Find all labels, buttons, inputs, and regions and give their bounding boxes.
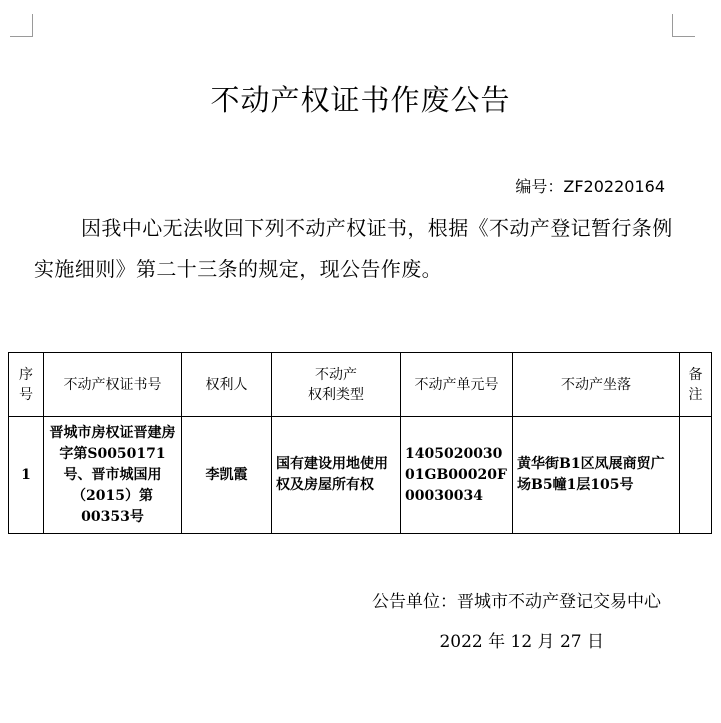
document-number-value: ZF20220164 (563, 177, 665, 196)
cell-owner: 李凯霞 (182, 417, 272, 534)
issue-date: 2022 年 12 月 27 日 (439, 632, 604, 652)
document-number (515, 174, 665, 197)
certificate-table (8, 352, 712, 534)
header-cert-no: 不动产权证书号 (44, 353, 182, 417)
cell-remark (680, 417, 712, 534)
document-number-label: 编号： (515, 177, 564, 196)
cell-location: 黄华街B1区凤展商贸广场B5幢1层105号 (513, 417, 680, 534)
cell-unit-no: 140502003001GB00020F00030034 (401, 417, 513, 534)
cell-seq: 1 (9, 417, 44, 534)
header-seq: 序 号 (9, 353, 44, 417)
issuing-unit: 公告单位：晋城市不动产登记交易中心 (372, 592, 661, 612)
table-row (9, 417, 712, 534)
header-right-type: 不动产 权利类型 (272, 353, 401, 417)
announcement-body: 因我中心无法收回下列不动产权证书，根据《不动产登记暂行条例实施细则》第二十三条的规定，现公告作废。 (34, 216, 673, 281)
page-title: 不动产权证书作废公告 (210, 83, 511, 117)
header-location: 不动产坐落 (513, 353, 680, 417)
header-owner: 权利人 (182, 353, 272, 417)
cell-right-type: 国有建设用地使用权及房屋所有权 (272, 417, 401, 534)
header-unit-no: 不动产单元号 (401, 353, 513, 417)
cell-cert-no: 晋城市房权证晋建房字第S0050171号、晋市城国用（2015）第00353号 (44, 417, 182, 534)
page-corner-mark-top-right (672, 14, 695, 37)
header-remark: 备 注 (680, 353, 712, 417)
page-corner-mark-top-left (10, 14, 33, 37)
table-header-row (9, 353, 712, 417)
